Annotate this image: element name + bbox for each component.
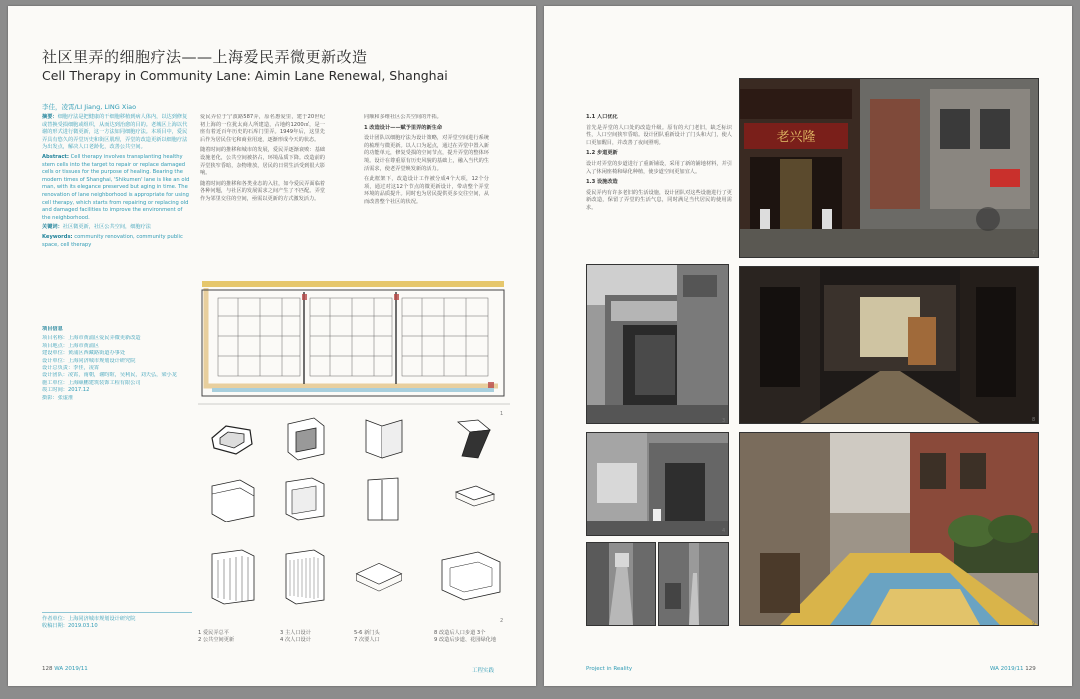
page-number: 128 <box>42 666 53 672</box>
abstract-cn-label: 摘要： <box>42 114 58 120</box>
body-paragraph: 在此框架下，改造设计工作被分成4个大项，12个分项，通过对这12个节点的微更新设计，带动整个弄堂环境的品质提升。同时也为居民提供更多交往空间，从而改善整个社区的状况。 <box>364 176 489 205</box>
left-page <box>8 6 536 686</box>
figure-number: 3 <box>722 418 726 424</box>
isometric-drawing <box>448 476 500 522</box>
authors: 李佳，凌霄/LI Jiang, LING Xiao <box>42 103 137 111</box>
figure-number: 7 <box>1032 250 1036 256</box>
project-info-row: 摄影：张虚淮 <box>42 394 74 401</box>
caption-group <box>198 630 234 644</box>
project-info-row: 设计团队：凌霄，南朝，谢昀暄，吴利民，刘天弘，梁小龙 <box>42 372 177 379</box>
project-info-row: 设计单位：上海同济城市规划设计研究院 <box>42 357 136 364</box>
figure-number: 6 <box>722 621 726 627</box>
isometric-drawing <box>206 476 258 522</box>
caption: 2 公共空间更新 <box>198 637 235 644</box>
body-paragraph: 首先是弄堂的人口处的改造升级。原有的大门老旧，缺乏标识性，人口空间狭窄昏暗。设计团队重新设计了门头和大门，使人口更加醒目，并改善了夜间照明。 <box>586 124 732 146</box>
isometric-drawing <box>438 546 504 606</box>
project-info-row: 建设单位：黄浦区西藏路街道办事处 <box>42 350 126 357</box>
body-paragraph: 设计团队以细胞疗法为设计策略，对弄堂空间进行系统的梳理与微更新。以人口为起点，通过在弄堂中置入新的功能单元，修复受损的空间节点，提升弄堂的整体环境。设计在尊重原有历史风貌的基础上，融入当代的生活需求，使老弄堂焕发新的活力。 <box>364 135 489 172</box>
caption-group <box>354 630 380 644</box>
figure-number: 1 <box>500 411 504 417</box>
body-paragraph: 爱民弄位于宁波路587弄，原名惠爱里，建于20世纪初上海的一位犹太商人所建造，占地约1200㎡，是一座有着近百年历史的石库门里弄。1949年后，这里先后作为居民住宅和商业用途，逐渐形成今天的状态。 <box>200 114 325 143</box>
section-label: 工程实践 <box>472 668 495 674</box>
issue-label: WA 2019/11 <box>990 666 1024 672</box>
issue-label: WA 2019/11 <box>54 666 88 672</box>
photo-lane-detail-a <box>586 542 656 626</box>
article-title-cn: 社区里弄的细胞疗法——上海爱民弄微更新改造 <box>42 48 368 66</box>
abstract-cn: 细胞疗法是把健康的干细胞移植到病人体内，以达到修复或替换受损细胞或组织，从而达到治愈的目的。老城区上海以代谢的形式进行微更新，这一方法如同细胞疗法。本项目中，爱民弄具有悠久的弄堂历史和街区肌理，弄堂的改造更新以细胞疗法为出发点，解决人口老龄化，改善公共空间。 <box>42 114 188 151</box>
body-paragraph: 同顺和多维社区公共空间的开拓。 <box>364 114 442 120</box>
project-info-row: 项目地点：上海市黄浦区 <box>42 342 100 349</box>
body-column-3 <box>586 114 732 254</box>
figure-number: 5 <box>650 621 654 627</box>
project-info-row: 施工单位：上海颐鹏建筑装饰工程有限公司 <box>42 379 141 386</box>
isometric-drawing <box>206 416 258 462</box>
caption: 9 改造后步道、花园绿化地 <box>434 637 497 644</box>
right-folio <box>990 666 1036 672</box>
figure-number: 9 <box>1032 621 1036 627</box>
isometric-drawing <box>206 546 258 606</box>
caption-group <box>434 630 496 644</box>
site-plan-drawing <box>198 276 510 411</box>
keywords-en-label: Keywords: <box>42 233 73 240</box>
subsection-heading: 1.2 步道更新 <box>586 150 618 157</box>
body-paragraph: 随着时间的推移和各类业态的入驻，如今爱民弄面临着各种问题，与社区的发展需求之间产生了不匹配。弄堂作为邻里交往的空间，亟需以更新的方式激发活力。 <box>200 180 325 202</box>
keywords-en: community renovation, community public space, cell therapy <box>42 233 183 248</box>
figure-number: 2 <box>500 618 504 624</box>
project-info-heading: 项目信息 <box>42 326 63 332</box>
photo-lane-detail-b <box>658 542 729 626</box>
project-info-row: 项目名称：上海市黄浦区爱民弄微更新改造 <box>42 335 141 342</box>
caption: 1 爱民弄总平 <box>198 630 229 636</box>
isometric-drawing <box>448 416 500 462</box>
keywords-cn-label: 关键词： <box>42 224 63 231</box>
project-info-row: 竣工时间：2017.12 <box>42 387 90 394</box>
caption: 7 次要人口 <box>354 637 380 644</box>
photo-entrance-gate <box>739 78 1039 258</box>
caption: 8 改造后人口步道 3个 <box>434 630 486 636</box>
body-column-1 <box>200 114 325 254</box>
body-column-2 <box>364 114 489 254</box>
project-info-row: 设计总负责：李佳，凌霄 <box>42 365 100 372</box>
isometric-drawing <box>358 416 410 462</box>
gate-sign-text: 老兴隆 <box>776 130 816 145</box>
section-heading: 1 改造设计——赋予里弄的新生命 <box>364 124 443 131</box>
isometric-drawing <box>278 476 330 522</box>
isometric-drawing <box>278 416 330 462</box>
body-paragraph: 爱民弄内有许多老旧的生活设施，设计团队对这些设施进行了更新改造，保留了弄堂的生活气息，同时满足当代居民的使用需求。 <box>586 189 732 211</box>
subsection-heading: 1.3 设施改造 <box>586 179 618 186</box>
project-info <box>42 326 192 402</box>
abstract-block <box>42 114 192 251</box>
left-folio <box>42 666 88 672</box>
isometric-drawing <box>353 551 405 606</box>
abstract-en: Cell therapy involves transplanting healthy stem cells into the target to repair or replace damaged cells or tissues for the purpose of healing. Bearing the modern times of Shanghai, 'Shikumen' lane is like an old man, with its elegance preserved but aging in time. The renovation of lane neighborhood is appropriate for using cell therapy, which starts from repairing or replacing old and damaged facilities to improve the environment of the neighborhood. <box>42 153 190 221</box>
body-paragraph: 随着时间的推移和城市的发展，爱民弄逐渐衰败：基础设施老化，公共空间被挤占，环境品质下降。改造前的弄堂狭窄昏暗，杂物堆放，居民的日常生活受到很大影响。 <box>200 147 325 177</box>
article-title-en: Cell Therapy in Community Lane: Aimin Lane Renewal, Shanghai <box>42 68 448 83</box>
caption: 5-6 新门头 <box>354 630 380 636</box>
right-page <box>544 6 1072 686</box>
figure-number: 4 <box>722 528 726 534</box>
photo-old-entrance <box>586 264 729 424</box>
abstract-en-label: Abstract: <box>42 153 69 160</box>
photo-side-entrance <box>586 432 729 536</box>
section-label: Project in Reality <box>586 666 633 672</box>
author-unit-row: 收稿日期：2019.03.10 <box>42 623 98 630</box>
caption: 3 主人口设计 <box>280 630 311 636</box>
caption-group <box>280 630 311 644</box>
subsection-heading: 1.1 人口优化 <box>586 114 618 120</box>
isometric-drawing <box>278 546 330 606</box>
author-unit-row: 作者单位：上海同济城市规划设计研究院 <box>42 616 136 622</box>
photo-renovated-lane <box>739 432 1039 626</box>
caption: 4 次人口设计 <box>280 637 311 644</box>
figure-number: 8 <box>1032 417 1036 423</box>
page-number: 129 <box>1025 666 1036 672</box>
isometric-drawing <box>358 476 410 522</box>
body-paragraph: 设计对弄堂的步道进行了重新铺设，采用了新的铺地材料，并引入了休闲座椅和绿化种植，使步道空间更加宜人。 <box>586 160 732 175</box>
keywords-cn: 社区微更新，社区公共空间，细胞疗法 <box>62 224 151 231</box>
photo-dark-corridor <box>739 266 1039 424</box>
author-unit <box>42 612 192 631</box>
